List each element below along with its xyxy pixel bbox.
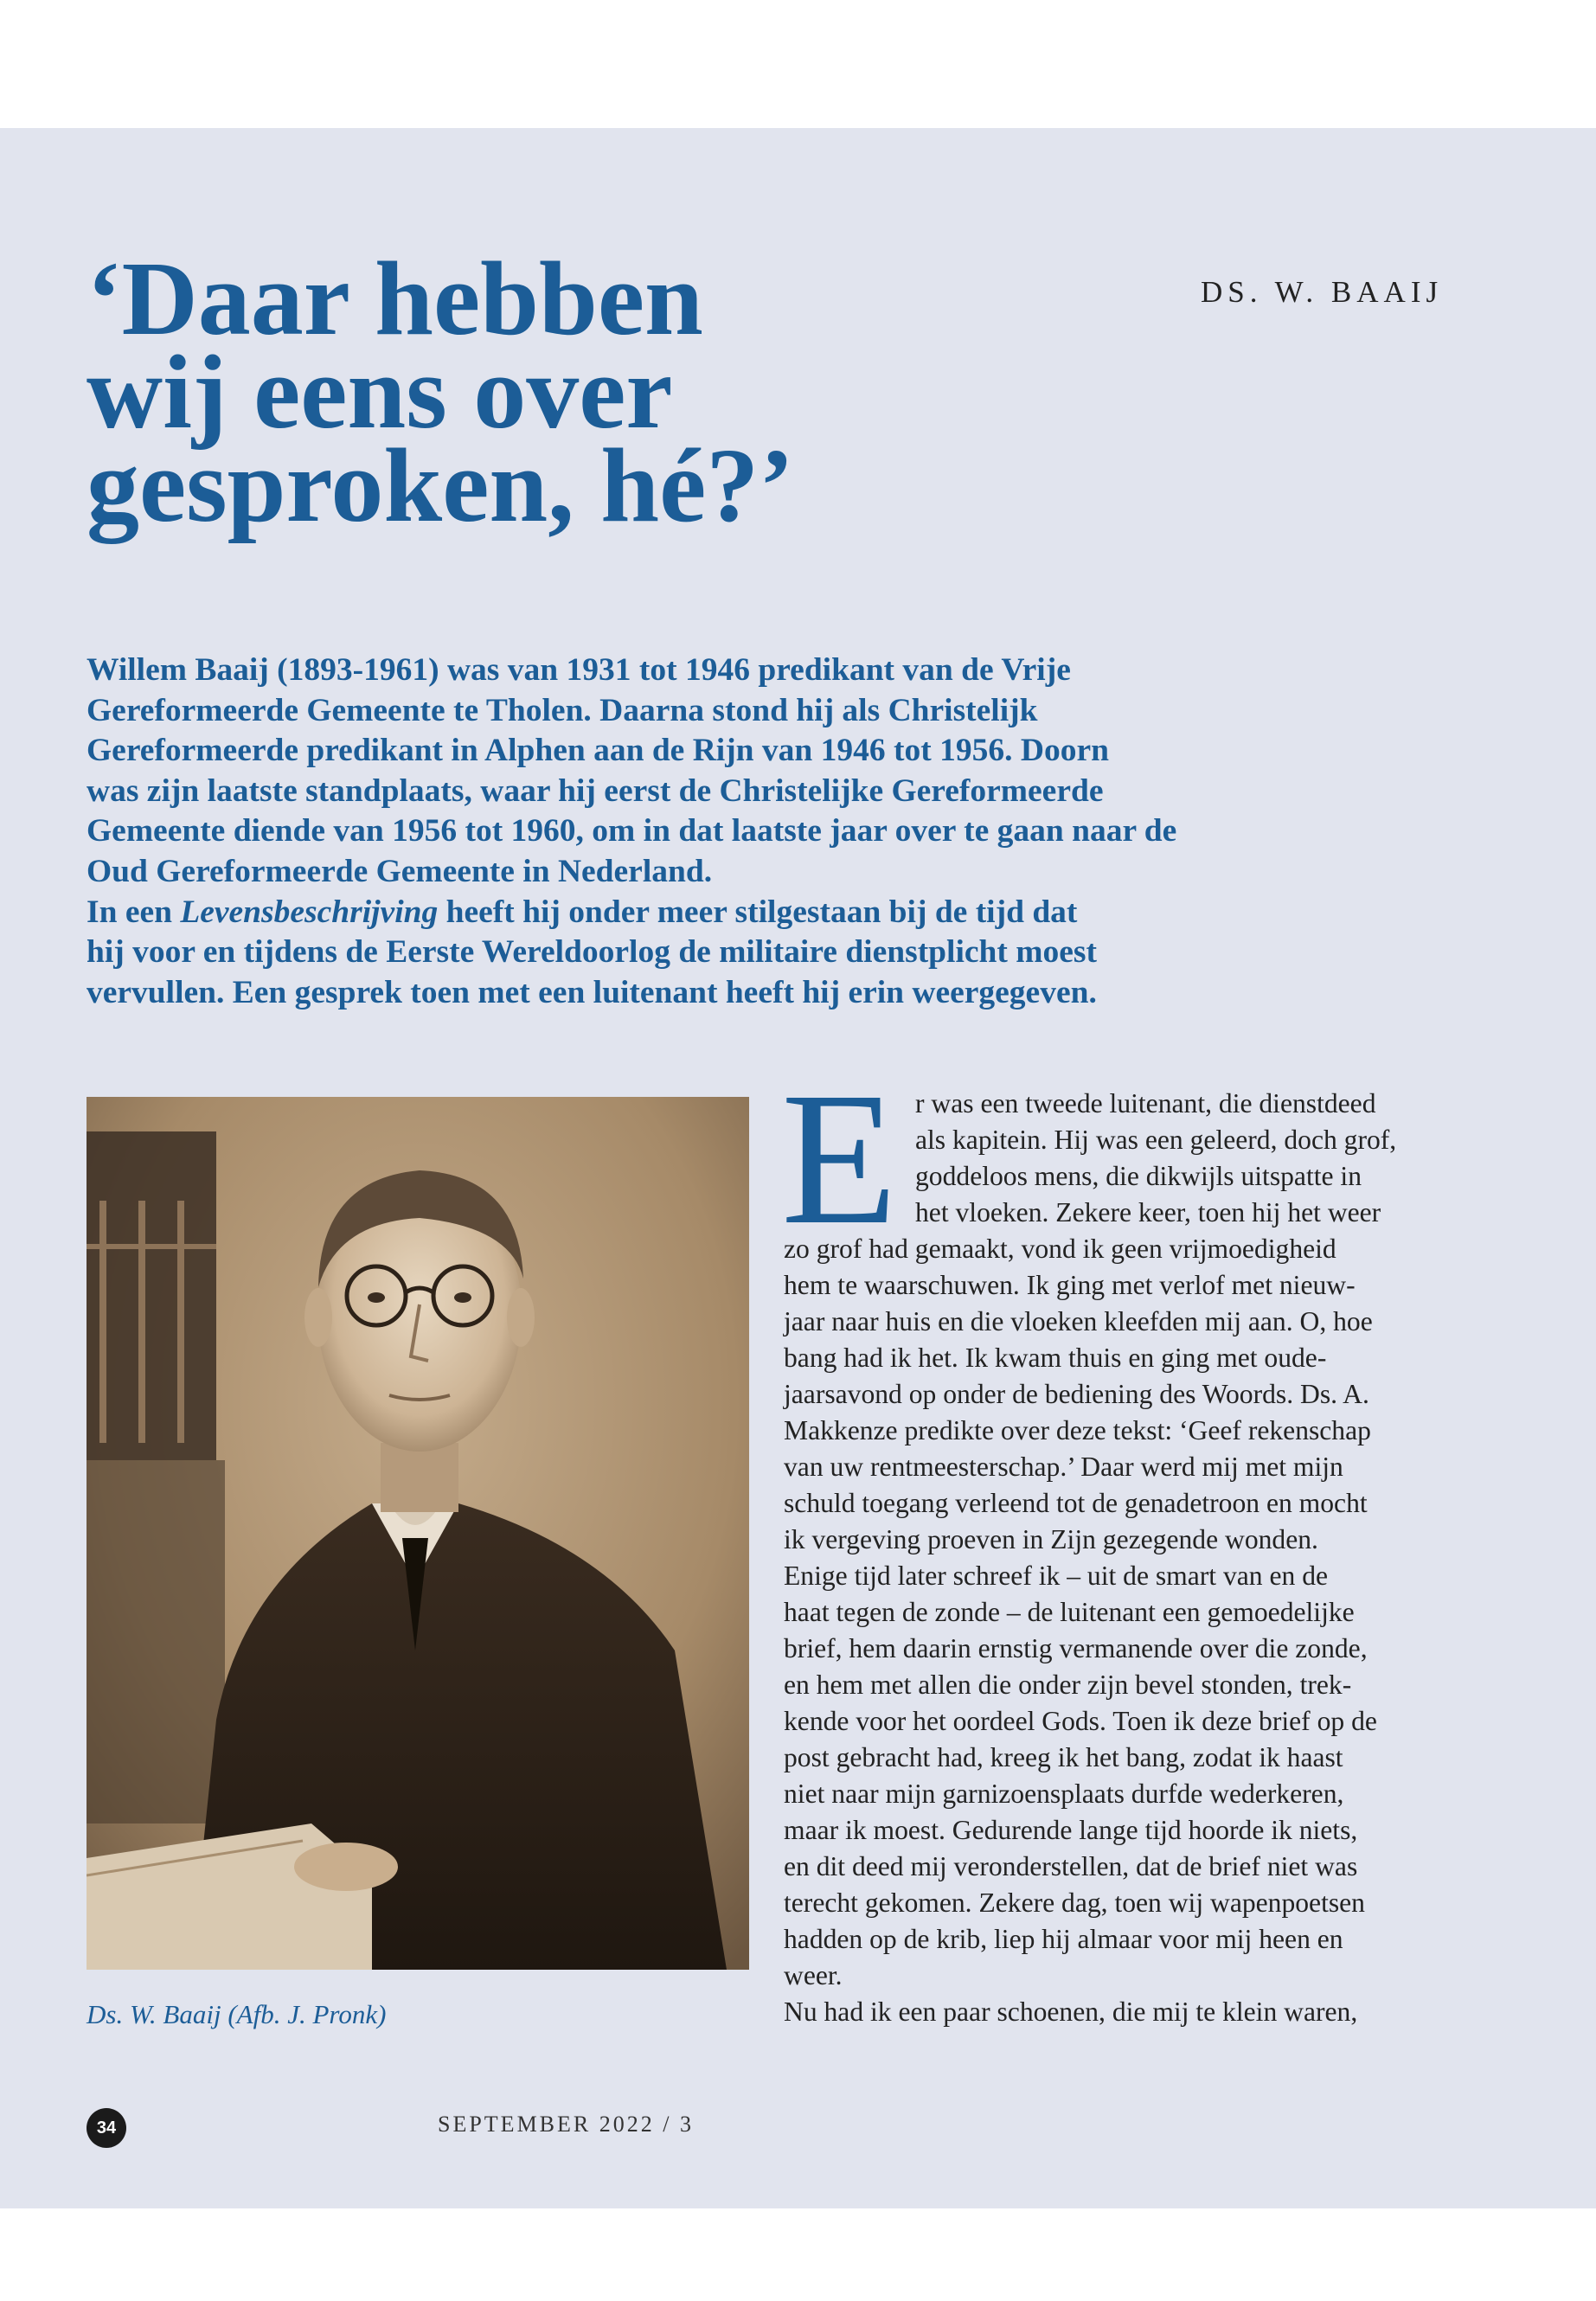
article-body	[784, 1086, 1458, 2030]
body-line: ik vergeving proeven in Zijn gezegende wonden.	[784, 1524, 1318, 1554]
photo-caption: Ds. W. Baaij (Afb. J. Pronk)	[87, 1999, 387, 2029]
body-line: maar ik moest. Gedurende lange tijd hoorde ik niets,	[784, 1815, 1358, 1845]
title-line: gesproken, hé?’	[87, 427, 794, 544]
body-line: bang had ik het. Ik kwam thuis en ging met oude-	[784, 1343, 1327, 1373]
body-line: Enige tijd later schreef ik – uit de smart van en de	[784, 1561, 1329, 1591]
issue-label: SEPTEMBER 2022 / 3	[438, 2112, 694, 2137]
body-line: schuld toegang verleend tot de genadetroon en mocht	[784, 1488, 1368, 1518]
body-line: niet naar mijn garnizoensplaats durfde wederkeren,	[784, 1779, 1344, 1809]
body-line: hem te waarschuwen. Ik ging met verlof met nieuw-	[784, 1270, 1356, 1300]
intro-line: hij voor en tijdens de Eerste Wereldoorlog de militaire dienstplicht moest	[87, 934, 1097, 971]
portrait-photo	[87, 1097, 749, 1970]
body-line: Makkenze predikte over deze tekst: ‘Geef rekenschap	[784, 1415, 1371, 1445]
body-line: r was een tweede luitenant, die dienstdeed	[915, 1088, 1376, 1118]
body-line: brief, hem daarin ernstig vermanende over die zonde,	[784, 1633, 1368, 1663]
article-title	[87, 240, 1125, 544]
intro-line: was zijn laatste standplaats, waar hij eerst de Christelijke Gereformeerde	[87, 772, 1104, 809]
intro-line: vervullen. Een gesprek toen met een luitenant heeft hij erin weergegeven.	[87, 974, 1097, 1010]
body-line: het vloeken. Zekere keer, toen hij het weer	[915, 1197, 1381, 1227]
intro-line: Gemeente diende van 1956 tot 1960, om in dat laatste jaar over te gaan naar de	[87, 813, 1177, 849]
portrait-illustration	[87, 1097, 749, 1970]
body-line: Nu had ik een paar schoenen, die mij te klein waren,	[784, 1997, 1358, 2027]
intro-text: heeft hij onder meer stilgestaan bij de tijd dat	[438, 894, 1078, 930]
body-line: weer.	[784, 1960, 843, 1990]
intro-line	[87, 893, 1540, 933]
title-line: wij eens over	[87, 334, 673, 451]
body-line: haat tegen de zonde – de luitenant een gemoedelijke	[784, 1597, 1355, 1627]
body-line: hadden op de krib, liep hij almaar voor mij heen en	[784, 1924, 1343, 1954]
intro-paragraph	[87, 651, 1540, 1013]
body-line: als kapitein. Hij was een geleerd, doch grof,	[915, 1125, 1397, 1155]
drop-cap: E	[781, 1053, 898, 1264]
body-line: goddeloos mens, die dikwijls uitspatte in	[915, 1161, 1362, 1191]
body-line: post gebracht had, kreeg ik het bang, zodat ik haast	[784, 1742, 1343, 1772]
intro-line: Oud Gereformeerde Gemeente in Nederland.	[87, 853, 713, 889]
title-line: ‘Daar hebben	[87, 240, 703, 357]
body-line: jaar naar huis en die vloeken kleefden mij aan. O, hoe	[784, 1306, 1373, 1336]
book-title: Levensbeschrijving	[180, 894, 439, 930]
body-line: zo grof had gemaakt, vond ik geen vrijmoedigheid	[784, 1234, 1336, 1264]
intro-text: In een	[87, 894, 181, 930]
body-line: terecht gekomen. Zekere dag, toen wij wapenpoetsen	[784, 1888, 1365, 1918]
body-line: jaarsavond op onder de bediening des Woords. Ds. A.	[784, 1379, 1369, 1409]
author-byline: DS. W. BAAIJ	[1201, 275, 1444, 309]
body-line: kende voor het oordeel Gods. Toen ik deze brief op de	[784, 1706, 1377, 1736]
body-line: van uw rentmeesterschap.’ Daar werd mij met mijn	[784, 1452, 1343, 1482]
page-number-badge: 34	[87, 2108, 126, 2148]
body-line: en hem met allen die onder zijn bevel stonden, trek-	[784, 1670, 1352, 1700]
intro-line: Willem Baaij (1893-1961) was van 1931 tot 1946 predikant van de Vrije	[87, 652, 1071, 688]
intro-line: Gereformeerde Gemeente te Tholen. Daarna stond hij als Christelijk	[87, 692, 1038, 728]
intro-line: Gereformeerde predikant in Alphen aan de Rijn van 1946 tot 1956. Doorn	[87, 733, 1109, 769]
body-line: en dit deed mij veronderstellen, dat de brief niet was	[784, 1851, 1358, 1881]
